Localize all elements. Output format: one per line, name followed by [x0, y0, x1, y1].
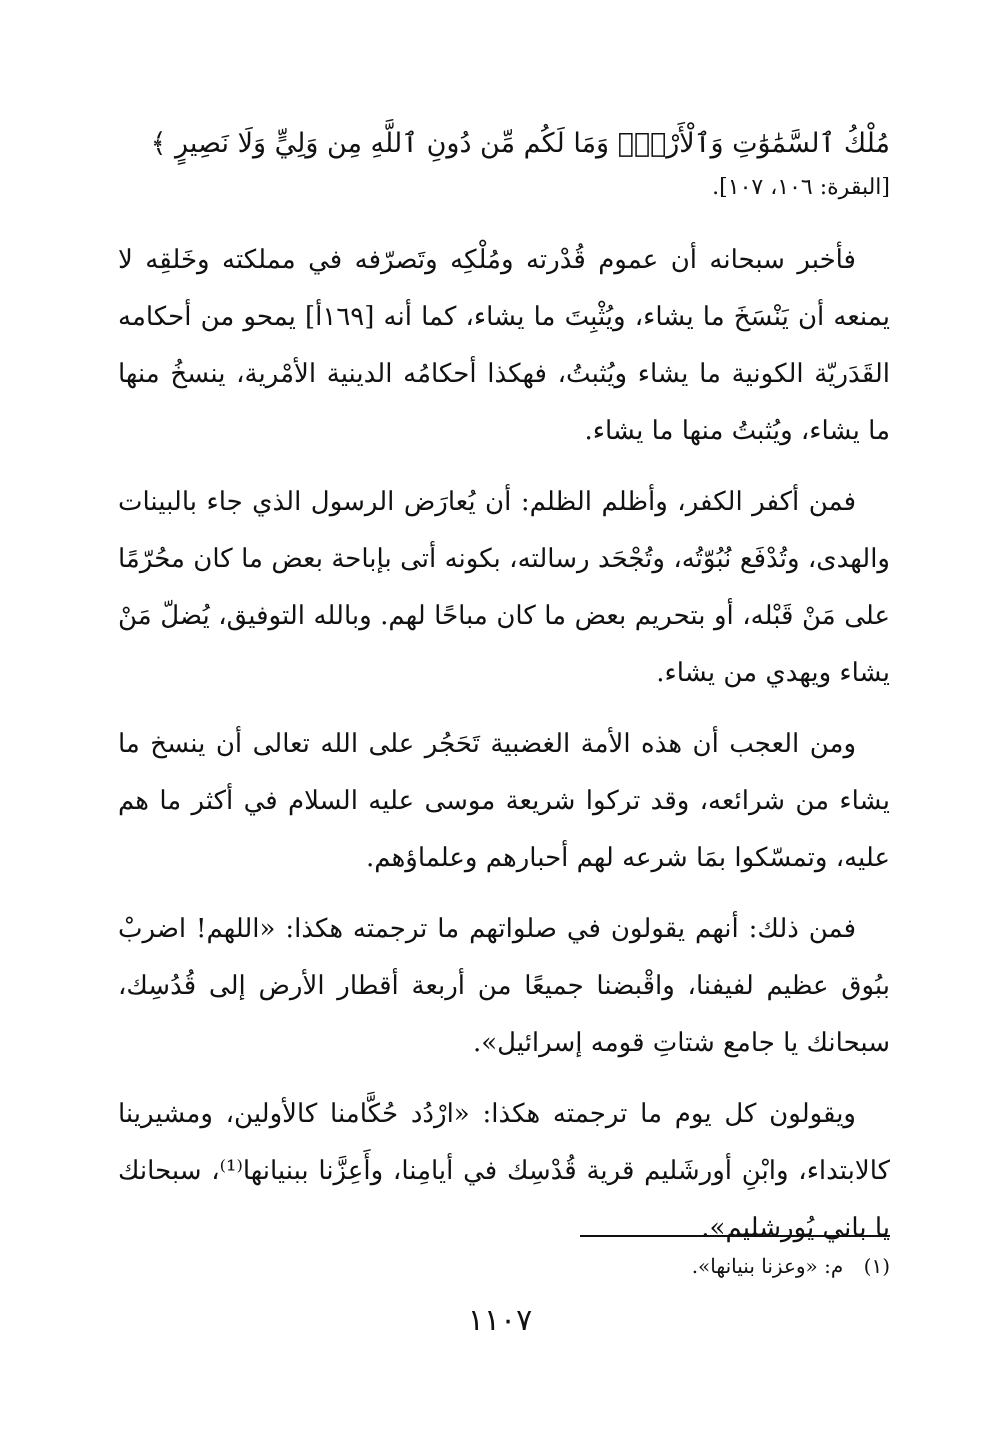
- paragraph-3: ومن العجب أن هذه الأمة الغضبية تَحَجُر على الله تعالى أن ينسخ ما يشاء من شرائعه، وقد تركوا شريعة موسى عليه السلام في أكثر ما هم عليه، وتمسّكوا بمَا شرعه لهم أحبارهم وعلماؤهم.: [118, 729, 890, 873]
- quran-verse: مُلْكُ ٱلسَّمَٰوَٰتِ وَٱلْأَرْضِۗ وَمَا لَكُم مِّن دُونِ ٱللَّهِ مِن وَلِيٍّ وَلَا نَصِيرٍ ﴾: [150, 128, 890, 159]
- paragraph-5: ويقولون كل يوم ما ترجمته هكذا: «ارْدُد حُكَّامنا كالأولين، ومشيرينا كالابتداء، وابْنِ أورشَليم قرية قُدْسِك في أيامِنا، وأَعِزَّنا ببنيانها⁽¹⁾، سبحانك يا باني يُورشليم».: [118, 1099, 890, 1243]
- paragraph-1: فأخبر سبحانه أن عموم قُدْرته ومُلْكِه وتَصرّفه في مملكته وخَلقِه لا يمنعه أن يَنْسَخَ ما يشاء، ويُثْبِتَ ما يشاء، كما أنه [١٦٩أ] يمحو من أحكامه القَدَريّة الكونية ما يشاء ويُثبتُ، فهكذا أحكامُه الدينية الأمْرية، ينسخُ منها ما يشاء، ويُثبتُ منها ما يشاء.: [118, 245, 890, 446]
- footnote-text: م: «وعزنا بنيانها».: [691, 1254, 844, 1278]
- footnote-divider: [580, 1235, 890, 1237]
- page-number: ١١٠٧: [467, 1303, 533, 1338]
- footnote: [692, 1246, 890, 1286]
- footnote-number: (١): [863, 1254, 890, 1278]
- page-body: [118, 120, 890, 1271]
- verse-reference: [البقرة: ١٠٦، ١٠٧].: [712, 175, 890, 200]
- paragraph-2: فمن أكفر الكفر، وأظلم الظلم: أن يُعارَض الرسول الذي جاء بالبينات والهدى، وتُدْفَع نُبُوّتُه، وتُجْحَد رسالته، بكونه أتى بإباحة بعض ما كان محُرّمًا على مَنْ قَبْله، أو بتحريم بعض ما كان مباحًا لهم. وبالله التوفيق، يُضلّ مَنْ يشاء ويهدي من يشاء.: [118, 487, 890, 688]
- paragraph-4: فمن ذلك: أنهم يقولون في صلواتهم ما ترجمته هكذا: «اللهم! اضربْ ببُوق عظيم لفيفنا، واقْبضنا جميعًا من أربعة أقطار الأرض إلى قُدُسِك، سبحانك يا جامع شتاتِ قومه إسرائيل».: [118, 914, 890, 1058]
